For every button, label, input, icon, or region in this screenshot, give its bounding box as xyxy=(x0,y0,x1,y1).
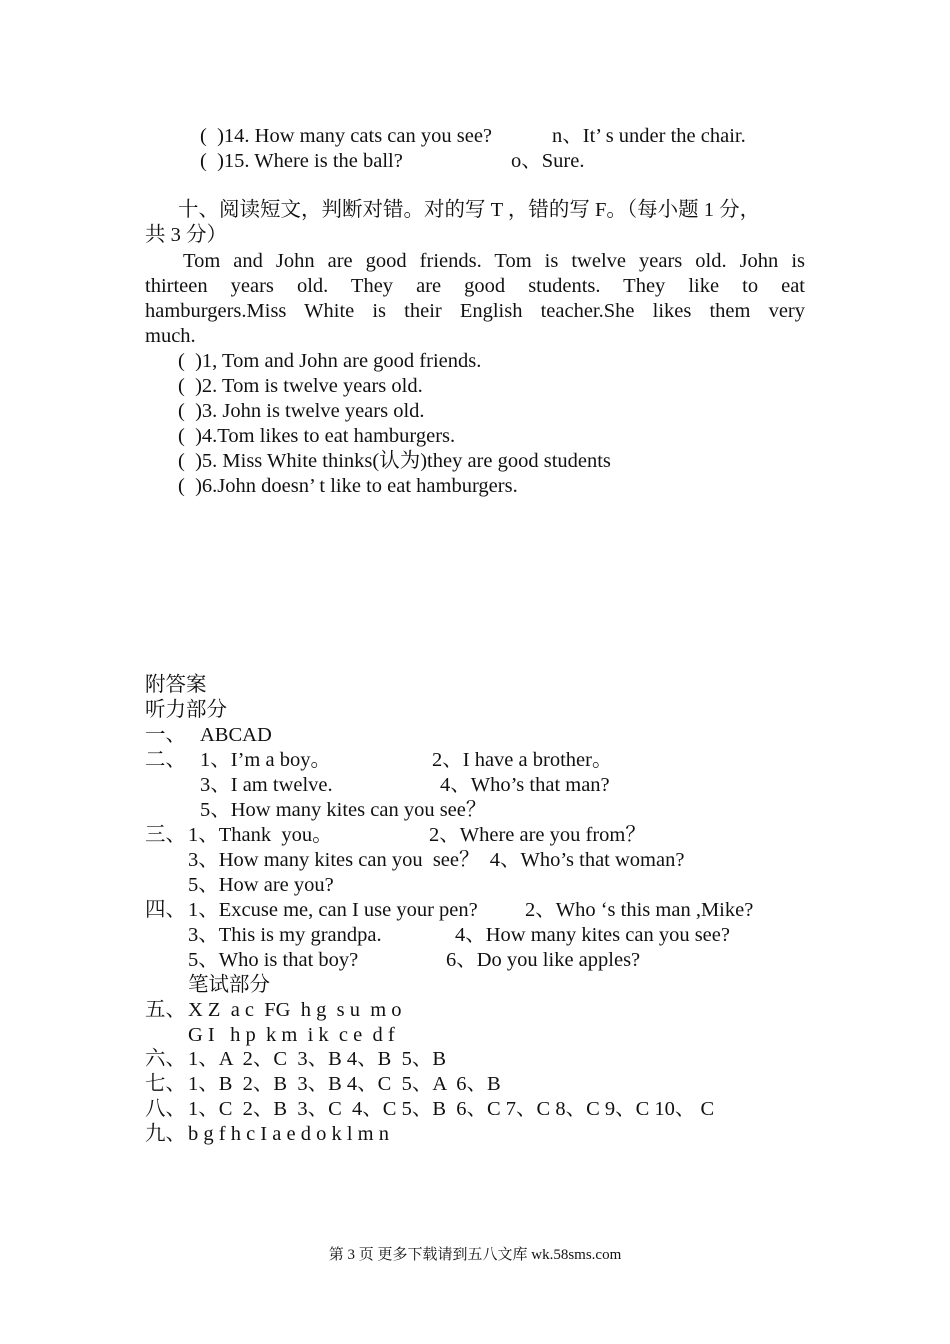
option-o: o、Sure. xyxy=(511,150,585,172)
s1-answers: ABCAD xyxy=(200,724,272,746)
s7-label: 七、 xyxy=(145,1073,186,1095)
s4-answer-1: 1、Excuse me, can I use your pen? xyxy=(188,899,478,921)
statement-1: ( )1, Tom and John are good friends. xyxy=(178,350,482,372)
s3-answer-3-4: 3、How many kites can you see？ 4、Who’s that woman? xyxy=(188,849,685,871)
s7-answers: 1、B 2、B 3、B 4、C 5、A 6、B xyxy=(188,1073,501,1095)
section-10-heading-cont: 共 3 分） xyxy=(145,224,227,246)
s2-answer-4: 4、Who’s that man? xyxy=(440,774,610,796)
s4-answer-3: 3、This is my grandpa. xyxy=(188,924,382,946)
s4-answer-4: 4、How many kites can you see? xyxy=(455,924,730,946)
s5-line-1: X Z a c FG h g s u m o xyxy=(188,999,402,1021)
statement-2: ( )2. Tom is twelve years old. xyxy=(178,375,423,397)
page-footer: 第 3 页 更多下载请到五八文库 wk.58sms.com xyxy=(328,1247,622,1263)
passage-line-3: hamburgers.Miss White is their English teacher.She likes them very xyxy=(145,300,805,322)
s2-answer-2: 2、I have a brother。 xyxy=(432,749,613,771)
s5-label: 五、 xyxy=(145,999,186,1021)
passage-line-2: thirteen years old. They are good students. They like to eat xyxy=(145,275,805,297)
s3-answer-1: 1、Thank you。 xyxy=(188,824,333,846)
s2-answer-1: 1、I’m a boy。 xyxy=(200,749,331,771)
s3-answer-5: 5、How are you? xyxy=(188,874,334,896)
statement-4: ( )4.Tom likes to eat hamburgers. xyxy=(178,425,456,447)
s2-answer-3: 3、I am twelve. xyxy=(200,774,333,796)
s1-label: 一、 xyxy=(145,724,186,746)
question-15: ( )15. Where is the ball? xyxy=(200,150,403,172)
s4-answer-6: 6、Do you like apples? xyxy=(446,949,641,971)
option-n: n、It’ s under the chair. xyxy=(552,125,746,147)
s3-label: 三、 xyxy=(145,824,186,846)
s8-answers: 1、C 2、B 3、C 4、C 5、B 6、C 7、C 8、C 9、C 10、 C xyxy=(188,1098,715,1120)
s3-answer-2: 2、Where are you from？ xyxy=(429,824,646,846)
statement-3: ( )3. John is twelve years old. xyxy=(178,400,425,422)
s4-answer-5: 5、Who is that boy? xyxy=(188,949,359,971)
s2-answer-5: 5、How many kites can you see？ xyxy=(200,799,487,821)
s4-answer-2: 2、Who ‘s this man ,Mike? xyxy=(525,899,754,921)
passage-line-4: much. xyxy=(145,325,196,347)
passage-line-1: Tom and John are good friends. Tom is twelve years old. John is xyxy=(183,250,805,272)
listening-title: 听力部分 xyxy=(145,699,227,721)
s4-label: 四、 xyxy=(145,899,186,921)
question-14: ( )14. How many cats can you see? xyxy=(200,125,493,147)
s8-label: 八、 xyxy=(145,1098,186,1120)
s9-answers: b g f h c I a e d o k l m n xyxy=(188,1123,389,1145)
s6-label: 六、 xyxy=(145,1048,186,1070)
answers-title: 附答案 xyxy=(145,674,207,696)
s9-label: 九、 xyxy=(145,1123,186,1145)
s5-line-2: G I h p k m i k c e d f xyxy=(188,1024,395,1046)
s2-label: 二、 xyxy=(145,749,186,771)
s6-answers: 1、A 2、C 3、B 4、B 5、B xyxy=(188,1048,446,1070)
written-title: 笔试部分 xyxy=(188,974,270,996)
statement-5: ( )5. Miss White thinks(认为)they are good students xyxy=(178,450,611,472)
statement-6: ( )6.John doesn’ t like to eat hamburgers. xyxy=(178,475,518,497)
section-10-heading: 十、阅读短文，判断对错。对的写 T ，错的写 F。（每小题 1 分， xyxy=(178,199,761,221)
